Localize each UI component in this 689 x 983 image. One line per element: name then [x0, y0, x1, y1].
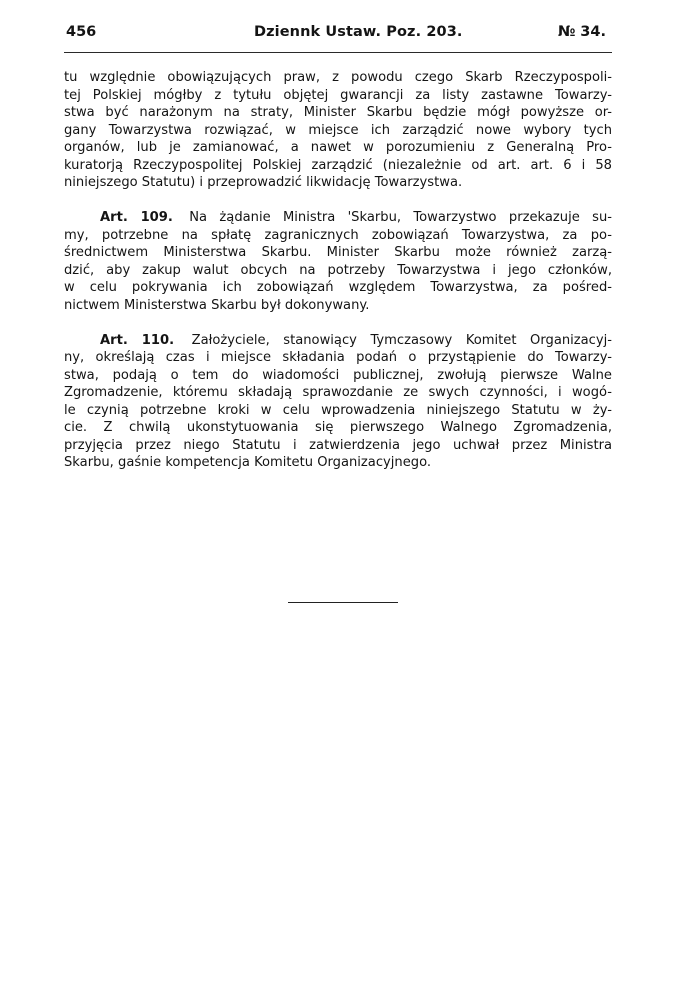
- text-line: kuratorją Rzeczypospolitej Polskiej zarządzić (niezależnie od art. art. 6 i 58: [64, 157, 612, 173]
- page-header: [64, 24, 606, 44]
- text-line: w celu pokrywania ich zobowiązań względem Towarzystwa, za pośred-: [64, 280, 612, 295]
- article-109: [64, 209, 612, 314]
- text-line: [64, 332, 612, 350]
- text-line: gany Towarzystwa rozwiązać, w miejsce ich zarządzić nowe wybory tych: [64, 122, 612, 138]
- text-line: stwa, podają o tem do wiadomości publicznej, zwołują pierwsze Walne: [64, 367, 612, 383]
- article-text: Założyciele, stanowiący Tymczasowy Komitet Organizacyj-: [191, 332, 612, 348]
- text-line: przyjęcia przez niego Statutu i zatwierdzenia jego uchwał przez Ministra: [64, 437, 612, 453]
- text-line: ny, określają czas i miejsce składania podań o przystąpienie do Towarzy-: [64, 350, 612, 365]
- article-110: [64, 332, 612, 472]
- text-line: nictwem Ministerstwa Skarbu był dokonywany.: [64, 297, 370, 313]
- text-line: organów, lub je zamianować, a nawet w porozumieniu z Generalną Pro-: [64, 140, 612, 155]
- text-line: tu względnie obowiązujących praw, z powodu czego Skarb Rzeczypospoli-: [64, 70, 612, 85]
- page-number: 456: [66, 24, 97, 40]
- paragraph-continuation: [64, 69, 612, 192]
- text-line: Skarbu, gaśnie kompetencja Komitetu Organizacyjnego.: [64, 455, 432, 470]
- text-line: cie. Z chwilą ukonstytuowania się pierwszego Walnego Zgromadzenia,: [64, 420, 612, 435]
- text-line: tej Polskiej mógłby z tytułu objętej gwarancji za listy zastawne Towarzy-: [64, 87, 612, 103]
- text-line: le czynią potrzebne kroki w celu wprowadzenia niniejszego Statutu w ży-: [64, 402, 612, 418]
- article-label: Art. 109.: [100, 210, 173, 225]
- header-rule: [64, 52, 612, 53]
- article-text: Na żądanie Ministra 'Skarbu, Towarzystwo przekazuje su-: [189, 210, 612, 225]
- text-line: stwa być narażonym na straty, Minister Skarbu będzie mógł powyższe or-: [64, 105, 612, 120]
- article-label: Art. 110.: [100, 332, 175, 348]
- text-line: niniejszego Statutu) i przeprowadzić likwidację Towarzystwa.: [64, 175, 463, 190]
- document-body: [64, 69, 612, 489]
- issue-number: № 34.: [557, 24, 606, 40]
- text-line: my, potrzebne na spłatę zagranicznych zobowiązań Towarzystwa, za po-: [64, 227, 612, 243]
- journal-title: Dziennk Ustaw. Poz. 203.: [254, 24, 463, 40]
- text-line: dzić, aby zakup walut obcych na potrzeby Towarzystwa i jego członków,: [64, 262, 612, 278]
- end-of-text-rule: [288, 602, 398, 603]
- text-line: [64, 209, 612, 227]
- text-line: średnictwem Ministerstwa Skarbu. Minister Skarbu może również zarzą-: [64, 245, 612, 260]
- text-line: Zgromadzenie, któremu składają sprawozdanie ze swych czynności, i wogó-: [64, 385, 612, 400]
